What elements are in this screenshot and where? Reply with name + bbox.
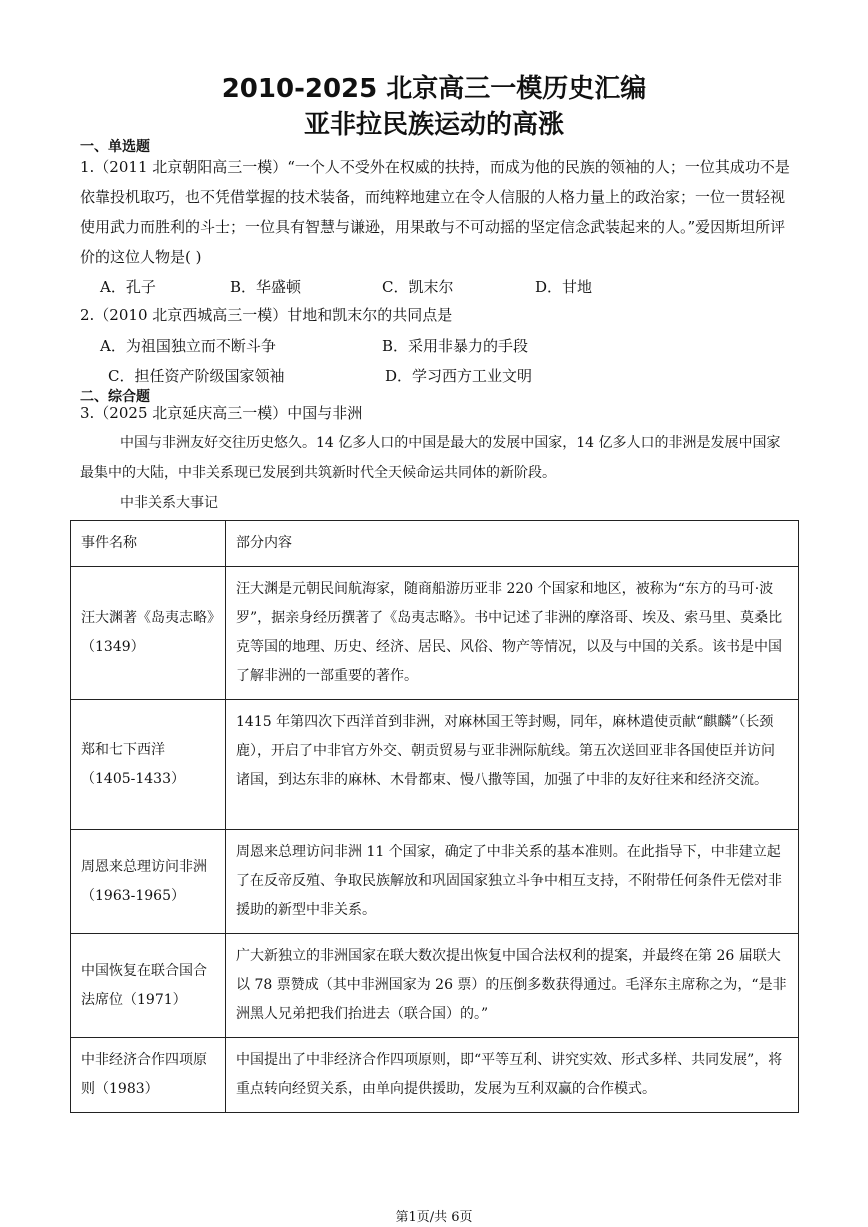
event-content: 汪大渊是元朝民间航海家，随商船游历亚非 220 个国家和地区，被称为“东方的马可·波罗”，据亲身经历撰著了《岛夷志略》。书中记述了非洲的摩洛哥、埃及、索马里、莫桑比克等国的地理、历史、经济、居民、风俗、物产等情况，以及与中国的关系。该书是中国了解非洲的一部重要的著作。 xyxy=(226,567,799,700)
section-heading-single-choice: 一、单选题 xyxy=(80,139,150,155)
doc-subtitle: 亚非拉民族运动的高涨 xyxy=(303,110,564,140)
q1-option-d: D．甘地 xyxy=(535,278,593,296)
section-heading-comprehensive: 二、综合题 xyxy=(80,389,150,405)
q2-option-b: B．采用非暴力的手段 xyxy=(382,337,529,355)
q1-option-c: C．凯末尔 xyxy=(382,278,454,296)
table-row xyxy=(71,934,799,1038)
question-2-text: 2.（2010 北京西城高三一模）甘地和凯末尔的共同点是 xyxy=(80,306,453,324)
table-header-row xyxy=(71,521,799,567)
event-name: 中国恢复在联合国合法席位（1971） xyxy=(81,962,207,1008)
event-name-cell xyxy=(71,567,226,700)
event-name: 郑和七下西洋 xyxy=(81,741,165,758)
event-content: 广大新独立的非洲国家在联大数次提出恢复中国合法权利的提案，并最终在第 26 届联大以 78 票赞成（其中非洲国家为 26 票）的压倒多数获得通过。毛泽东主席称之为，“是非洲黑人兄弟把我们抬进去（联合国）的。” xyxy=(226,934,799,1038)
question-1-text: 1.（2011 北京朝阳高三一模）“一个人不受外在权威的扶持，而成为他的民族的领袖的人；一位其成功不是依靠投机取巧，也不凭借掌握的技术装备，而纯粹地建立在令人信服的人格力量上的政治家；一位一贯轻视使用武力而胜利的斗士；一位具有智慧与谦逊，用果敢与不可动摇的坚定信念武装起来的人。”爱因斯坦所评价的这位人物是( ) xyxy=(80,158,790,266)
q1-option-b: B．华盛顿 xyxy=(230,278,302,296)
events-table xyxy=(70,520,799,1113)
event-content: 中国提出了中非经济合作四项原则，即“平等互利、讲究实效、形式多样、共同发展”，将重点转向经贸关系，由单向提供援助，发展为互利双赢的合作模式。 xyxy=(226,1038,799,1113)
event-name: 汪大渊著《岛夷志略》 xyxy=(81,610,221,626)
header-content: 部分内容 xyxy=(226,521,799,567)
event-content: 1415 年第四次下西洋首到非洲，对麻林国王等封赐，同年，麻林遣使贡献“麒麟”（长颈鹿），开启了中非官方外交、朝贡贸易与亚非洲际航线。第五次送回亚非各国使臣并访问诸国，到达东非的麻林、木骨都束、慢八撒等国，加强了中非的友好往来和经济交流。 xyxy=(226,700,799,830)
event-year: （1963-1965） xyxy=(81,887,185,904)
event-content: 周恩来总理访问非洲 11 个国家，确定了中非关系的基本准则。在此指导下，中非建立起了在反帝反殖、争取民族解放和巩固国家独立斗争中相互支持，不附带任何条件无偿对非援助的新型中非关系。 xyxy=(226,830,799,934)
event-year: （1349） xyxy=(81,639,145,655)
event-name-cell xyxy=(71,1038,226,1113)
table-row xyxy=(71,700,799,830)
table-row xyxy=(71,567,799,700)
event-name-cell xyxy=(71,830,226,934)
header-event-name: 事件名称 xyxy=(71,521,226,567)
doc-title: 2010-2025 北京高三一模历史汇编 xyxy=(221,74,647,104)
table-row xyxy=(71,830,799,934)
question-3-intro: 中国与非洲友好交往历史悠久。14 亿多人口的中国是最大的发展中国家，14 亿多人口的非洲是发展中国家最集中的大陆，中非关系现已发展到共筑新时代全天候命运共同体的新阶段。 xyxy=(80,435,781,481)
event-name-cell xyxy=(71,934,226,1038)
table-row xyxy=(71,1038,799,1113)
q1-option-a: A．孔子 xyxy=(100,278,156,296)
q2-option-d: D．学习西方工业文明 xyxy=(385,367,533,385)
event-name: 中非经济合作四项原则（1983） xyxy=(81,1052,207,1097)
question-3-text: 3.（2025 北京延庆高三一模）中国与非洲 xyxy=(80,404,363,422)
q2-option-c: C．担任资产阶级国家领袖 xyxy=(108,367,285,385)
page-footer: 第1页/共 6页 xyxy=(395,1210,473,1225)
event-name: 周恩来总理访问非洲 xyxy=(81,858,207,875)
event-year: （1405-1433） xyxy=(81,770,185,787)
event-name-cell xyxy=(71,700,226,830)
table-caption: 中非关系大事记 xyxy=(120,495,218,511)
q2-option-a: A．为祖国独立而不断斗争 xyxy=(100,337,276,355)
